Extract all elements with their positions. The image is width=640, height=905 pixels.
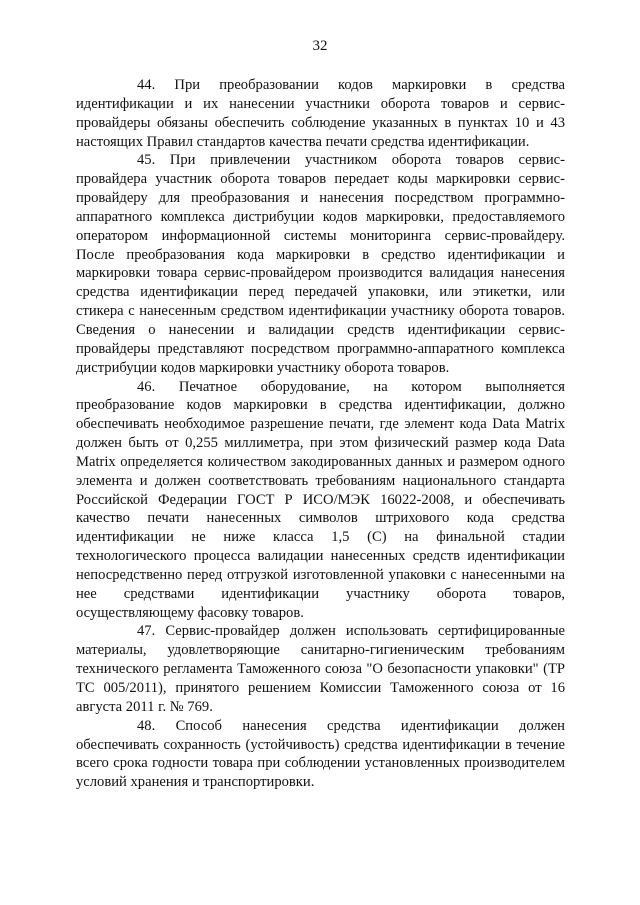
paragraph-46: 46. Печатное оборудование, на котором выполняется преобразование кодов маркировки в средства идентификации, должно обеспечивать необходимое разрешение печати, где элемент кода Data Matrix должен быть от 0,255 миллиметра, при этом физический размер кода Data Matrix определяется количеством закодированных данных и размером одного элемента и должен соответствовать требованиям национального стандарта Российской Федерации ГОСТ Р ИСО/МЭК 16022-2008, и обеспечивать качество печати нанесенных символов штрихового кода средства идентификации не ниже класса 1,5 (С) на финальной стадии технологического процесса валидации нанесенных средств идентификации непосредственно перед отгрузкой изготовленной упаковки с нанесенными на нее средствами идентификации участнику оборота товаров, осуществляющему фасовку товаров. <box>76 378 565 621</box>
paragraph-45: 45. При привлечении участником оборота товаров сервис-провайдера участник оборота товаров передает коды маркировки сервис-провайдеру для преобразования и нанесения посредством программно-аппаратного комплекса дистрибуции кодов маркировки, предоставляемого оператором информационной системы мониторинга сервис-провайдеру. После преобразования кода маркировки в средство идентификации и маркировки товара сервис-провайдером производится валидация нанесения средства идентификации перед передачей упаковки, или этикетки, или стикера с нанесенным средством идентификации участнику оборота товаров. Сведения о нанесении и валидации средств идентификации сервис-провайдеры представляют посредством программно-аппаратного комплекса дистрибуции кодов маркировки участнику оборота товаров. <box>76 152 565 376</box>
document-body <box>76 76 565 792</box>
paragraph-44: 44. При преобразовании кодов маркировки в средства идентификации и их нанесении участники оборота товаров и сервис-провайдеры обязаны обеспечить соблюдение указанных в пунктах 10 и 43 настоящих Правил стандартов качества печати средства идентификации. <box>76 77 565 150</box>
paragraph-48: 48. Способ нанесения средства идентификации должен обеспечивать сохранность (устойчивость) средства идентификации в течение всего срока годности товара при соблюдении установленных производителем условий хранения и транспортировки. <box>76 717 565 791</box>
paragraph-47: 47. Сервис-провайдер должен использовать сертифицированные материалы, удовлетворяющие санитарно-гигиеническим требованиям технического регламента Таможенного союза "О безопасности упаковки" (ТР ТС 005/2011), принятого решением Комиссии Таможенного союза от 16 августа 2011 г. № 769. <box>76 623 565 715</box>
page-number: 32 <box>312 38 328 54</box>
